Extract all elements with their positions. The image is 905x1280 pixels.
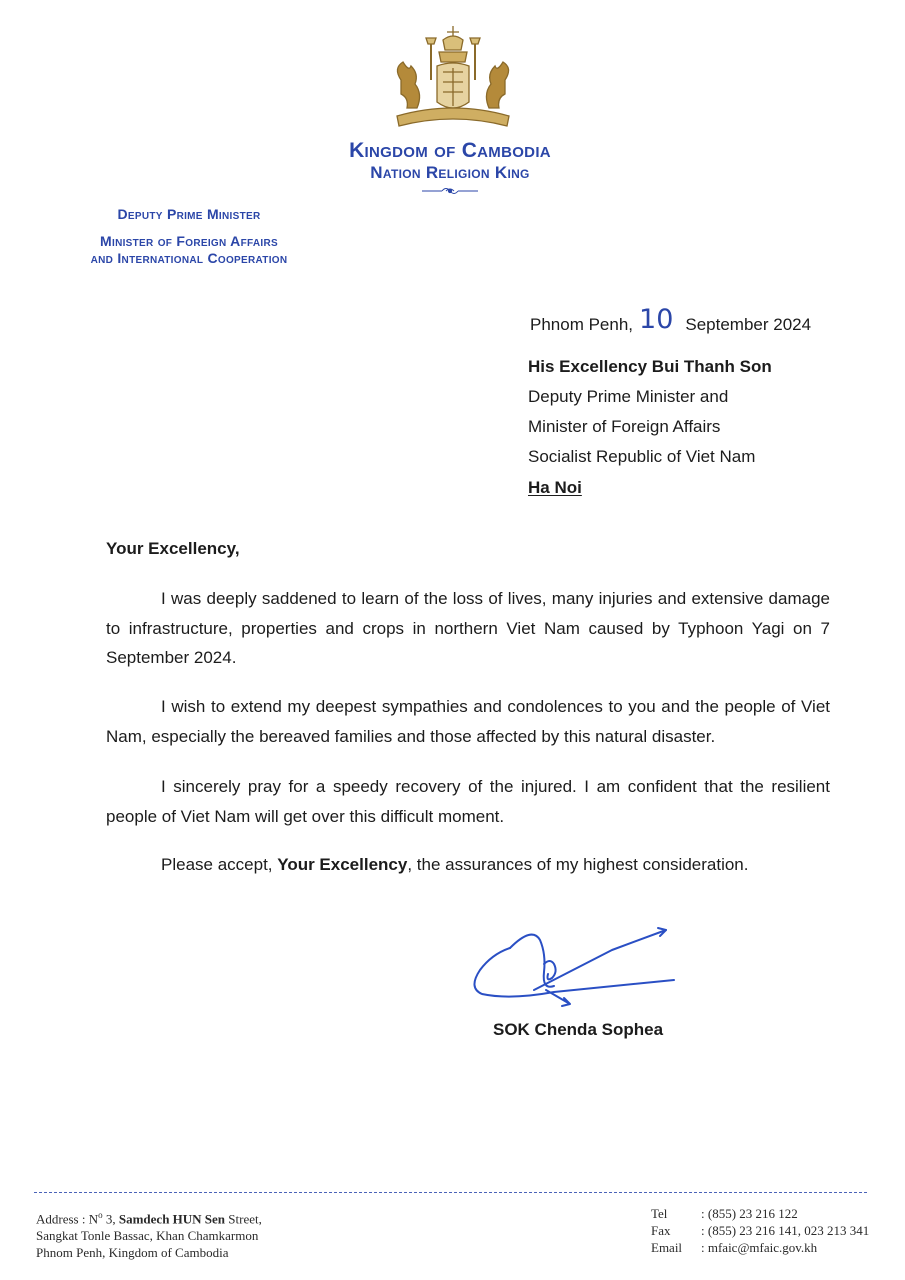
national-motto: Nation Religion King	[370, 163, 530, 182]
date-day-handwritten: 10	[639, 304, 674, 335]
kingdom-title: Kingdom of Cambodia	[349, 139, 551, 162]
signer-name: SOK Chenda Sophea	[493, 1020, 664, 1039]
scroll-ornament-icon	[420, 184, 480, 198]
contact-tel	[651, 1205, 891, 1222]
body-paragraph: I sincerely pray for a speedy recovery of the injured. I am confident that the resilient people of Viet Nam will get over this difficult moment.	[106, 777, 830, 826]
address-number: 3,	[102, 1211, 119, 1227]
footer-address	[36, 1207, 376, 1261]
tel-label: Tel	[651, 1206, 668, 1221]
closing-paragraph	[106, 850, 830, 880]
footer-divider	[34, 1192, 867, 1193]
dateline	[530, 304, 812, 337]
fax-label: Fax	[651, 1223, 671, 1238]
royal-coat-of-arms-icon	[383, 22, 523, 134]
office-foreign-affairs: Minister of Foreign Affairs	[100, 233, 278, 249]
fax-value: : (855) 23 216 141, 023 213 341	[701, 1223, 870, 1238]
closing-text: , the assurances of my highest consideration.	[407, 855, 749, 874]
footer-contact	[651, 1205, 891, 1256]
closing-emphasis: Your Excellency	[277, 855, 408, 874]
closing-text: Please accept,	[161, 855, 278, 874]
recipient-name: His Excellency Bui Thanh Son	[528, 357, 772, 376]
contact-email	[651, 1239, 891, 1256]
email-label: Email	[651, 1240, 683, 1255]
date-month-year: September 2024	[685, 315, 812, 334]
address-street-name: Samdech HUN Sen	[118, 1211, 226, 1227]
office-deputy-prime-minister: Deputy Prime Minister	[117, 206, 261, 222]
address-prefix: Address : N	[36, 1211, 99, 1227]
handwritten-signature-icon	[462, 920, 682, 1016]
recipient-country: Socialist Republic of Viet Nam	[528, 447, 756, 466]
address-line: Sangkat Tonle Bassac, Khan Chamkarmon	[36, 1228, 259, 1244]
recipient-city: Ha Noi	[528, 478, 582, 497]
body-paragraph: I wish to extend my deepest sympathies and condolences to you and the people of Viet Nam, especially the bereaved families and those affected by this natural disaster.	[106, 697, 830, 746]
email-value: : mfaic@mfaic.gov.kh	[701, 1240, 818, 1255]
date-city: Phnom Penh,	[530, 315, 634, 334]
tel-value: : (855) 23 216 122	[701, 1206, 798, 1221]
address-superscript: o	[98, 1210, 103, 1220]
recipient-title-line: Deputy Prime Minister and	[528, 387, 729, 406]
address-line	[36, 1207, 376, 1227]
recipient-title-line: Minister of Foreign Affairs	[528, 417, 721, 436]
office-international-cooperation: and International Cooperation	[90, 250, 288, 266]
salutation: Your Excellency,	[106, 539, 240, 558]
contact-fax	[651, 1222, 891, 1239]
address-street-suffix: Street,	[225, 1211, 262, 1227]
address-line: Phnom Penh, Kingdom of Cambodia	[36, 1245, 229, 1261]
body-paragraph: I was deeply saddened to learn of the loss of lives, many injuries and extensive damage to infrastructure, properties and crops in northern Viet Nam caused by Typhoon Yagi on 7 September 2024.	[106, 589, 830, 667]
